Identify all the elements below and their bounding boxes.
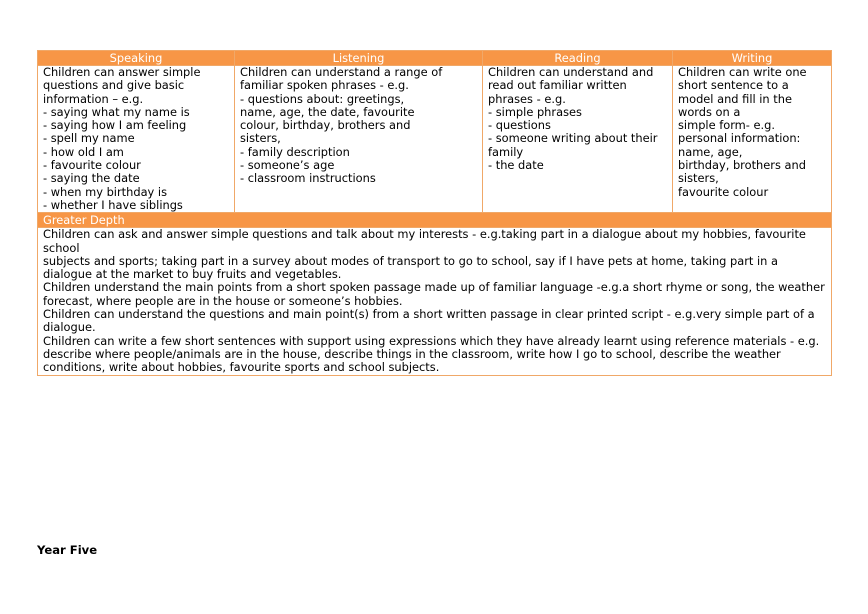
greater-depth-label: Greater Depth (38, 213, 832, 228)
greater-depth-line: Children can write a few short sentences with support using expressions which they have already learnt using reference materials - e.g. (43, 333, 820, 348)
greater-depth-row (38, 228, 832, 375)
writing-line: model and fill in the (678, 91, 792, 106)
greater-depth-line: Children understand the main points from a short spoken passage made up of familiar language -e.g.a short rhyme or song, the weather (43, 280, 825, 295)
listening-line: - questions about: greetings, (240, 91, 405, 106)
speaking-line: questions and give basic (43, 78, 185, 93)
speaking-line: - saying how I am feeling (43, 118, 187, 133)
writing-line: short sentence to a (678, 78, 789, 93)
header-writing: Writing (673, 51, 832, 66)
writing-line: favourite colour (678, 184, 769, 199)
greater-depth-line: dialogue. (43, 320, 96, 335)
greater-depth-line: conditions, write about hobbies, favourite sports and school subjects. (43, 360, 440, 375)
header-reading: Reading (483, 51, 673, 66)
speaking-line: - favourite colour (43, 158, 141, 173)
header-row (38, 51, 832, 66)
listening-line: - classroom instructions (240, 171, 376, 186)
speaking-line: - when my birthday is (43, 184, 168, 199)
speaking-cell (38, 66, 235, 213)
greater-depth-line: school (43, 240, 80, 255)
reading-line: family (488, 144, 524, 159)
skills-row (38, 66, 832, 213)
listening-cell (235, 66, 483, 213)
listening-line: colour, birthday, brothers and (240, 118, 411, 133)
greater-depth-line: Children can ask and answer simple questions and talk about my interests - e.g.taking part in a dialogue about my hobbies, favourite (43, 227, 806, 242)
reading-line: - the date (488, 158, 544, 173)
reading-line: - questions (488, 118, 551, 133)
reading-line: - someone writing about their (488, 131, 658, 146)
writing-cell (673, 66, 832, 213)
reading-line: phrases - e.g. (488, 91, 566, 106)
writing-line: sisters, (678, 171, 719, 186)
greater-depth-line: forecast, where people are in the house or someone’s hobbies. (43, 293, 403, 308)
reading-cell (483, 66, 673, 213)
year-heading: Year Five (37, 543, 98, 557)
header-speaking: Speaking (38, 51, 235, 66)
greater-depth-line: Children can understand the questions and main point(s) from a short written passage in clear printed script - e.g.very simple part of a (43, 307, 815, 322)
speaking-line: - how old I am (43, 144, 124, 159)
curriculum-table (37, 50, 832, 376)
reading-line: read out familiar written (488, 78, 627, 93)
speaking-line: - spell my name (43, 131, 135, 146)
writing-line: Children can write one (678, 65, 807, 79)
writing-line: words on a (678, 104, 741, 119)
listening-line: - someone’s age (240, 158, 335, 173)
reading-line: Children can understand and (488, 65, 654, 79)
listening-line: familiar spoken phrases - e.g. (240, 78, 409, 93)
speaking-line: - whether I have siblings (43, 197, 183, 212)
greater-depth-line: dialogue at the market to buy fruits and vegetables. (43, 267, 342, 282)
greater-depth-header-row (38, 213, 832, 228)
listening-line: Children can understand a range of (240, 65, 443, 79)
writing-line: simple form- e.g. (678, 118, 775, 133)
speaking-line: - saying the date (43, 171, 140, 186)
reading-line: - simple phrases (488, 104, 582, 119)
listening-line: - family description (240, 144, 350, 159)
listening-line: sisters, (240, 131, 281, 146)
greater-depth-cell (38, 228, 832, 375)
speaking-line: information – e.g. (43, 91, 144, 106)
writing-line: personal information: (678, 131, 801, 146)
listening-line: name, age, the date, favourite (240, 104, 415, 119)
writing-line: birthday, brothers and (678, 158, 806, 173)
speaking-line: - saying what my name is (43, 104, 190, 119)
greater-depth-line: subjects and sports; taking part in a survey about modes of transport to go to school, say if I have pets at home, taking part in a (43, 253, 778, 268)
header-listening: Listening (235, 51, 483, 66)
writing-line: name, age, (678, 144, 743, 159)
speaking-line: Children can answer simple (43, 65, 201, 79)
greater-depth-line: describe where people/animals are in the house, describe things in the classroom, write how I go to school, describe the weather (43, 346, 781, 361)
